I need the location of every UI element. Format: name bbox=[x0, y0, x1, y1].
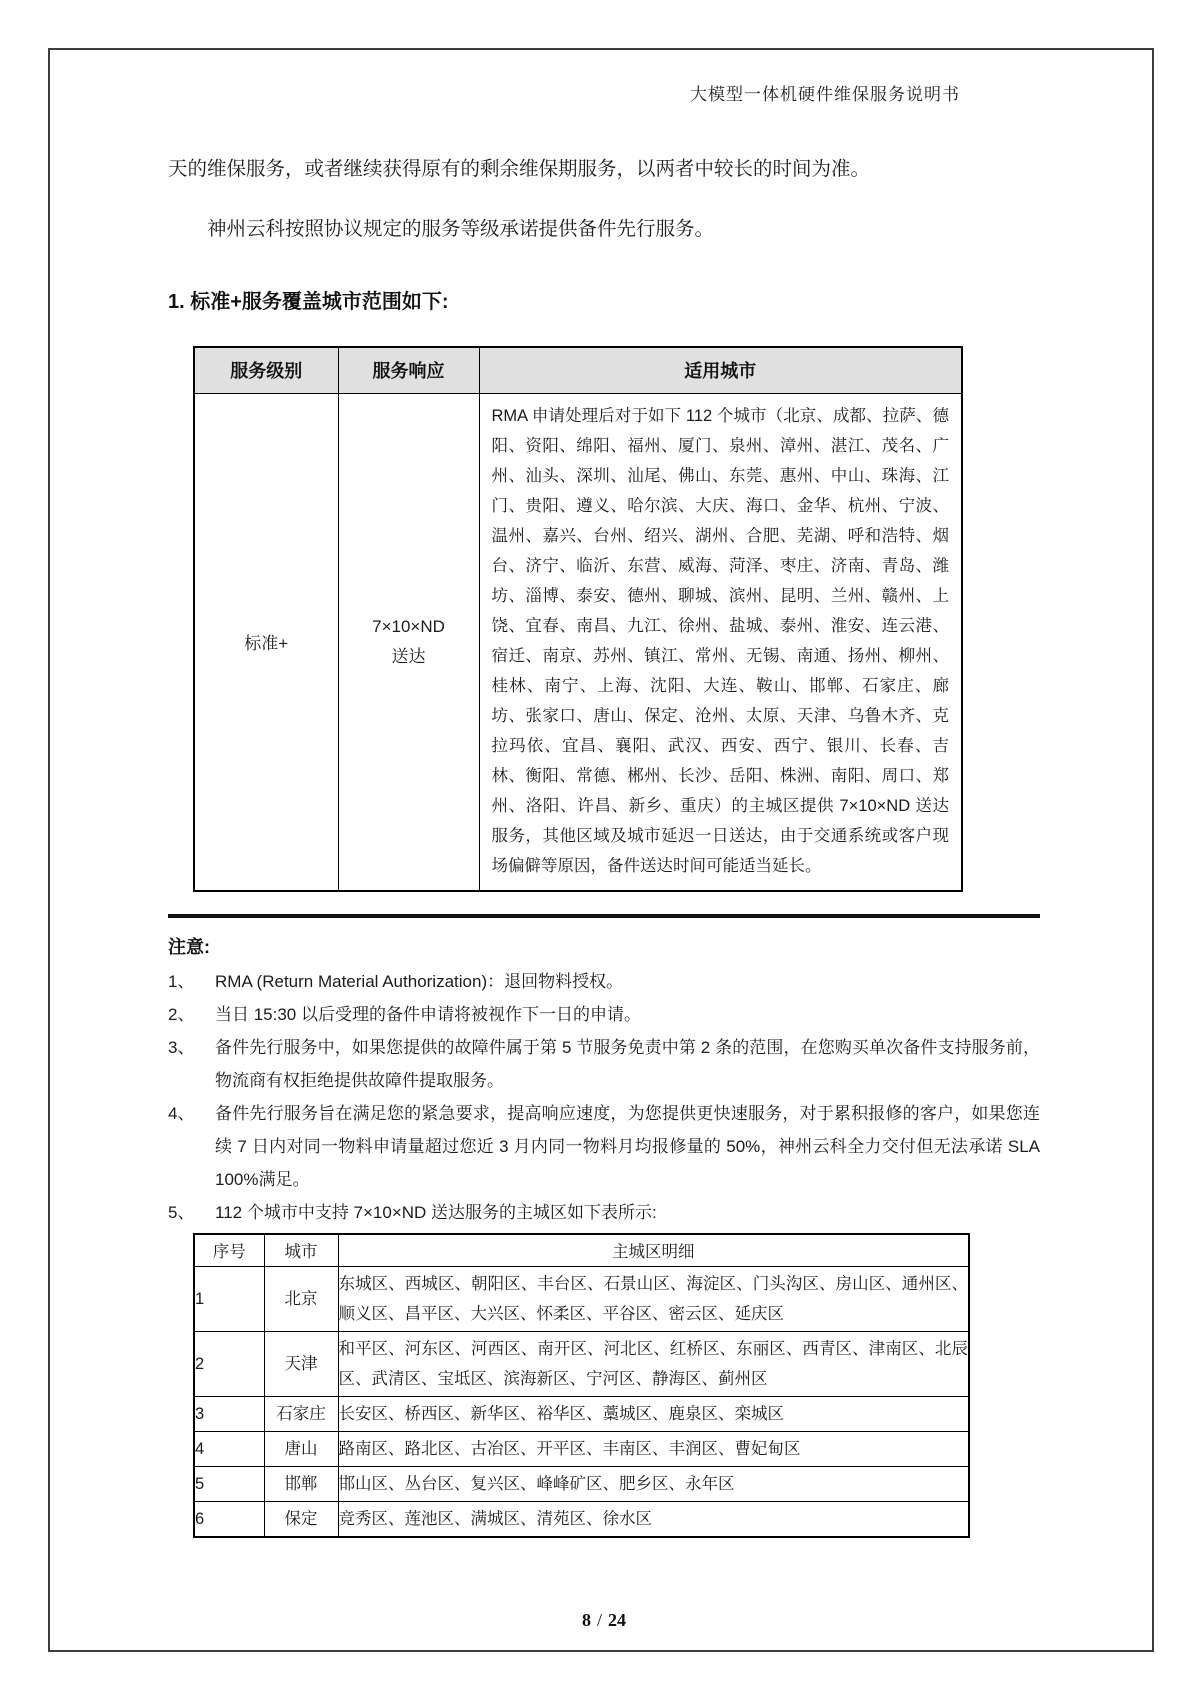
district-row-districts: 竞秀区、莲池区、满城区、清苑区、徐水区 bbox=[338, 1502, 969, 1538]
district-table-header-no: 序号 bbox=[194, 1234, 264, 1267]
district-row-city: 北京 bbox=[264, 1267, 338, 1332]
section-heading: 1. 标准+服务覆盖城市范围如下: bbox=[168, 291, 449, 313]
note-item-4 bbox=[168, 1097, 1040, 1196]
section-divider-rule bbox=[168, 914, 1040, 918]
service-response-line2: 送达 bbox=[391, 646, 426, 666]
district-table-row bbox=[194, 1397, 969, 1432]
district-row-no: 2 bbox=[194, 1332, 264, 1397]
document-header-title: 大模型一体机硬件维保服务说明书 bbox=[690, 85, 960, 104]
note-number: 3、 bbox=[168, 1037, 195, 1057]
note-item-1 bbox=[168, 965, 1040, 998]
page-number-footer bbox=[168, 1610, 1040, 1631]
note-text: 112 个城市中支持 7×10×ND 送达服务的主城区如下表所示: bbox=[215, 1202, 657, 1222]
district-row-no: 5 bbox=[194, 1467, 264, 1502]
district-row-no: 6 bbox=[194, 1502, 264, 1538]
current-page-number: 8 bbox=[581, 1610, 591, 1630]
district-row-city: 天津 bbox=[264, 1332, 338, 1397]
district-row-no: 4 bbox=[194, 1432, 264, 1467]
district-row-no: 3 bbox=[194, 1397, 264, 1432]
district-table-row bbox=[194, 1502, 969, 1538]
total-page-count: 24 bbox=[608, 1610, 626, 1630]
service-coverage-table bbox=[193, 346, 963, 892]
intro-paragraph-1: 天的维保服务，或者继续获得原有的剩余维保期服务，以两者中较长的时间为准。 bbox=[168, 158, 871, 180]
note-text: RMA (Return Material Authorization)：退回物料授权。 bbox=[215, 971, 624, 991]
district-row-districts: 路南区、路北区、古冶区、开平区、丰南区、丰润区、曹妃甸区 bbox=[338, 1432, 969, 1467]
district-row-city: 保定 bbox=[264, 1502, 338, 1538]
notes-title: 注意: bbox=[168, 936, 210, 957]
note-item-3 bbox=[168, 1031, 1040, 1097]
service-table-header-level: 服务级别 bbox=[194, 347, 338, 393]
district-row-city: 唐山 bbox=[264, 1432, 338, 1467]
note-text: 备件先行服务中，如果您提供的故障件属于第 5 节服务免责中第 2 条的范围，在您购买单次备件支持服务前，物流商有权拒绝提供故障件提取服务。 bbox=[215, 1037, 1040, 1090]
service-table-header-row bbox=[194, 347, 962, 393]
district-table-header-districts: 主城区明细 bbox=[338, 1234, 969, 1267]
district-row-districts: 东城区、西城区、朝阳区、丰台区、石景山区、海淀区、门头沟区、房山区、通州区、顺义区、昌平区、大兴区、怀柔区、平谷区、密云区、延庆区 bbox=[338, 1267, 969, 1332]
notes-list bbox=[168, 965, 1040, 1229]
district-table-row bbox=[194, 1332, 969, 1397]
service-response-line1: 7×10×ND bbox=[372, 616, 445, 636]
district-row-no: 1 bbox=[194, 1267, 264, 1332]
note-text: 备件先行服务旨在满足您的紧急要求，提高响应速度，为您提供更快速服务，对于累积报修的客户，如果您连续 7 日内对同一物料申请量超过您近 3 月内同一物料月均报修量的 50%，神州云科全力交付但无法承诺 SLA 100%满足。 bbox=[215, 1103, 1040, 1189]
note-number: 1、 bbox=[168, 971, 195, 991]
service-response-cell bbox=[338, 393, 479, 891]
district-row-city: 石家庄 bbox=[264, 1397, 338, 1432]
service-table-row bbox=[194, 393, 962, 891]
intro-paragraph-2: 神州云科按照协议规定的服务等级承诺提供备件先行服务。 bbox=[207, 218, 715, 240]
service-cities-cell: RMA 申请处理后对于如下 112 个城市（北京、成都、拉萨、德阳、资阳、绵阳、福州、厦门、泉州、漳州、湛江、茂名、广州、汕头、深圳、汕尾、佛山、东莞、惠州、中山、珠海、江门、贵阳、遵义、哈尔滨、大庆、海口、金华、杭州、宁波、温州、嘉兴、台州、绍兴、湖州、合肥、芜湖、呼和浩特、烟台、济宁、临沂、东营、威海、菏泽、枣庄、济南、青岛、潍坊、淄博、泰安、德州、聊城、滨州、昆明、兰州、赣州、上饶、宜春、南昌、九江、徐州、盐城、泰州、淮安、连云港、宿迁、南京、苏州、镇江、常州、无锡、南通、扬州、柳州、桂林、南宁、上海、沈阳、大连、鞍山、邯郸、石家庄、廊坊、张家口、唐山、保定、沧州、太原、天津、乌鲁木齐、克拉玛依、宜昌、襄阳、武汉、西安、西宁、银川、长春、吉林、衡阳、常德、郴州、长沙、岳阳、株洲、南阳、周口、郑州、洛阳、许昌、新乡、重庆）的主城区提供 7×10×ND 送达服务，其他区域及城市延迟一日送达，由于交通系统或客户现场偏僻等原因，备件送达时间可能适当延长。 bbox=[479, 393, 962, 891]
district-row-districts: 和平区、河东区、河西区、南开区、河北区、红桥区、东丽区、西青区、津南区、北辰区、武清区、宝坻区、滨海新区、宁河区、静海区、蓟州区 bbox=[338, 1332, 969, 1397]
district-row-city: 邯郸 bbox=[264, 1467, 338, 1502]
service-level-cell: 标准+ bbox=[194, 393, 338, 891]
district-detail-table bbox=[193, 1233, 970, 1539]
note-item-5 bbox=[168, 1196, 1040, 1229]
note-text: 当日 15:30 以后受理的备件申请将被视作下一日的申请。 bbox=[215, 1004, 641, 1024]
service-table-header-response: 服务响应 bbox=[338, 347, 479, 393]
note-number: 5、 bbox=[168, 1202, 195, 1222]
note-item-2 bbox=[168, 998, 1040, 1031]
district-row-districts: 邯山区、丛台区、复兴区、峰峰矿区、肥乡区、永年区 bbox=[338, 1467, 969, 1502]
district-table-row bbox=[194, 1467, 969, 1502]
page-number-separator: / bbox=[596, 1610, 602, 1630]
district-table-row bbox=[194, 1267, 969, 1332]
district-row-districts: 长安区、桥西区、新华区、裕华区、藁城区、鹿泉区、栾城区 bbox=[338, 1397, 969, 1432]
note-number: 4、 bbox=[168, 1103, 195, 1123]
district-table-header-row bbox=[194, 1234, 969, 1267]
district-table-row bbox=[194, 1432, 969, 1467]
district-table-header-city: 城市 bbox=[264, 1234, 338, 1267]
note-number: 2、 bbox=[168, 1004, 195, 1024]
service-table-header-cities: 适用城市 bbox=[479, 347, 962, 393]
